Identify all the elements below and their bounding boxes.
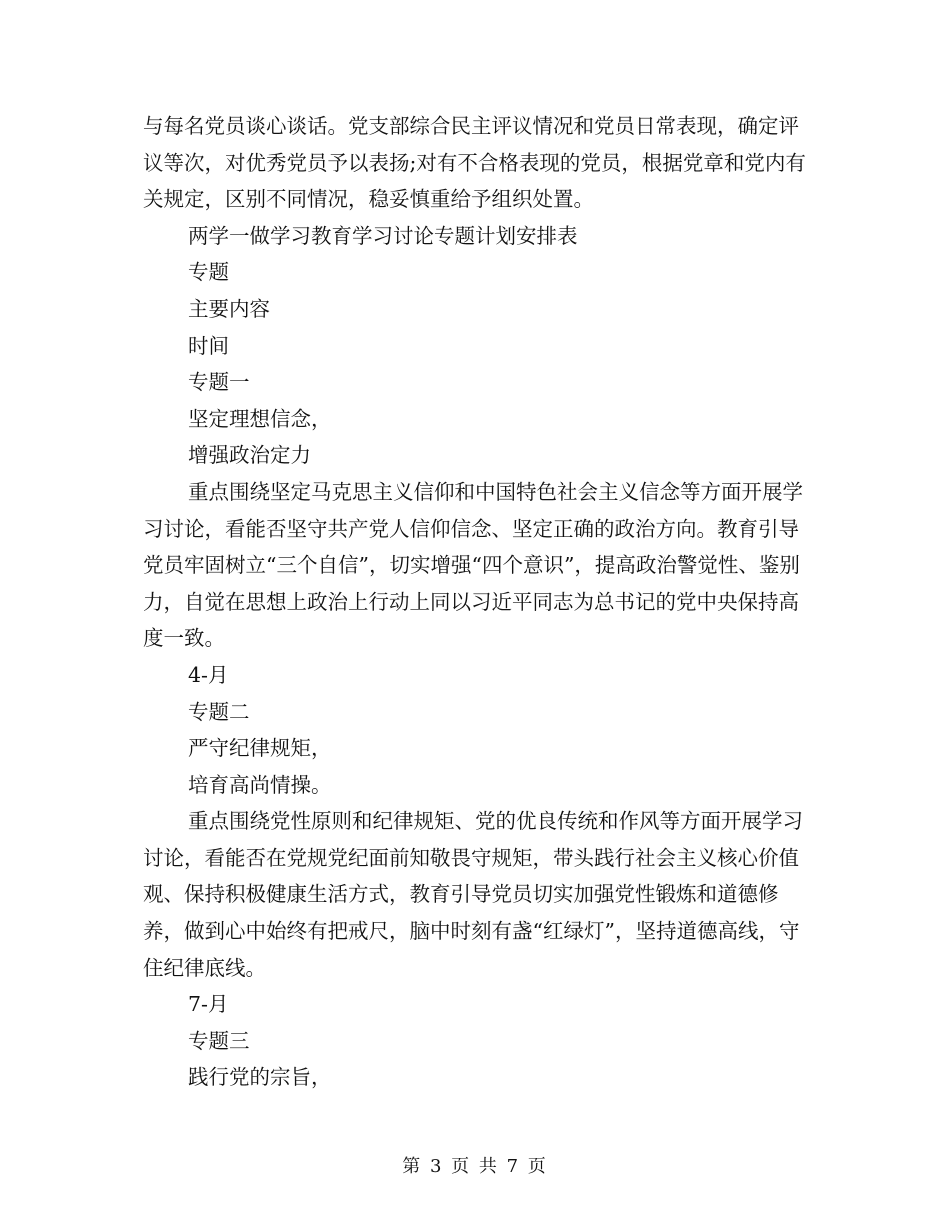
topic-three-title-line1: 践行党的宗旨， [188, 1065, 332, 1090]
topic-three-label: 专题三 [188, 1028, 250, 1053]
topic-one-title-line1: 坚定理想信念， [188, 406, 332, 431]
topic-two-content: 重点围绕党性原则和纪律规矩、党的优良传统和作风等方面开展学习讨论，看能否在党规党纪面前知敬畏守规矩，带头践行社会主义核心价值观、保持积极健康生活方式，教育引导党员切实加强党性锻炼和道德修养，做到心中始终有把戒尺，脑中时刻有盏“红绿灯”，坚持道德高线，守住纪律底线。 [143, 809, 803, 980]
topic-one-time: 4-月 [188, 662, 229, 687]
topic-one-title-line2: 增强政治定力 [188, 443, 311, 468]
page-footer: 第 3 页 共 7 页 [402, 1156, 548, 1177]
topic-two-title-line1: 严守纪律规矩， [188, 736, 332, 761]
column-header-topic: 专题 [188, 260, 229, 285]
column-header-content: 主要内容 [188, 296, 270, 321]
column-header-time: 时间 [188, 333, 229, 358]
topic-two-label: 专题二 [188, 699, 250, 724]
table-title: 两学一做学习教育学习讨论专题计划安排表 [188, 223, 578, 248]
topic-two-title-line2: 培育高尚情操。 [188, 772, 332, 797]
topic-two-time: 7-月 [188, 992, 229, 1017]
topic-one-label: 专题一 [188, 370, 250, 395]
document-body [143, 108, 807, 1096]
topic-one-content: 重点围绕坚定马克思主义信仰和中国特色社会主义信念等方面开展学习讨论，看能否坚守共产党人信仰信念、坚定正确的政治方向。教育引导党员牢固树立“三个自信”，切实增强“四个意识”，提高政治警觉性、鉴别力，自觉在思想上政治上行动上同以习近平同志为总书记的党中央保持高度一致。 [143, 479, 803, 651]
paragraph-evaluation: 与每名党员谈心谈话。党支部综合民主评议情况和党员日常表现，确定评议等次，对优秀党员予以表扬;对有不合格表现的党员，根据党章和党内有关规定，区别不同情况，稳妥慎重给予组织处置。 [143, 114, 806, 212]
